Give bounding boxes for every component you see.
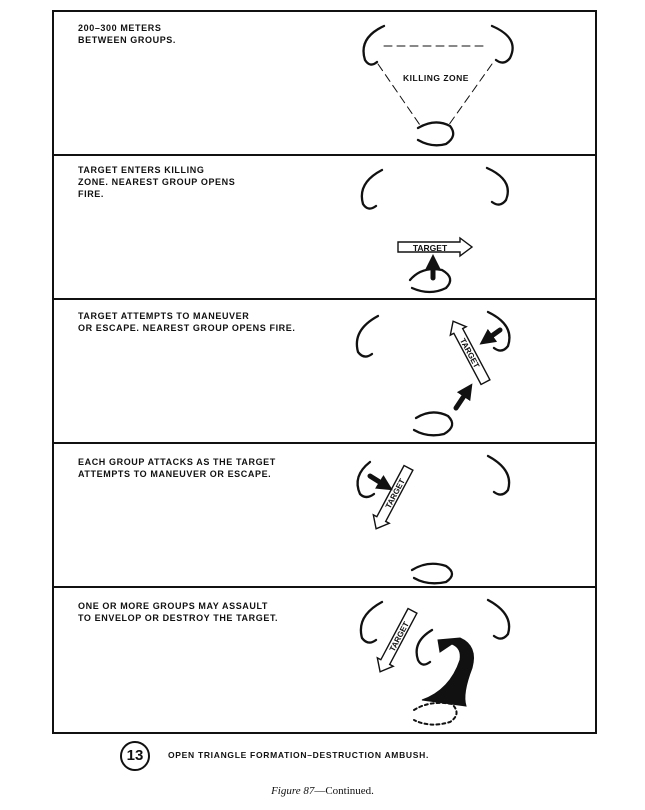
target-label: TARGET [412,243,448,253]
target-arrow-icon [445,317,493,386]
killing-zone-label: KILLING ZONE [403,73,469,83]
group-right-icon [488,456,509,495]
fire-arrow-icon [486,330,500,340]
target-arrow-icon [372,607,420,676]
group-bottom-icon [414,703,457,725]
target-label: TARGET [383,477,407,511]
panel-3-caption: TARGET ATTEMPTS TO MANEUVER OR ESCAPE. NEAREST GROUP OPENS FIRE. [78,311,296,333]
group-right-icon [487,168,508,205]
target-arrow-icon [368,464,416,533]
panel-5-caption: ONE OR MORE GROUPS MAY ASSAULT TO ENVELOP OR DESTROY THE TARGET. [78,601,279,623]
panel-1-caption: 200–300 METERS BETWEEN GROUPS. [78,23,177,45]
group-left-icon [362,170,382,209]
figure-caption [0,785,645,797]
target-label: TARGET [458,336,482,370]
group-bottom-icon [414,412,452,435]
panel-2-caption: TARGET ENTERS KILLING ZONE. NEAREST GROUP OPENS FIRE. [78,165,236,199]
group-bottom-icon [418,122,453,145]
group-right-icon [488,600,509,639]
group-right-icon [492,26,513,63]
fire-arrow-icon [456,390,468,408]
figure-number-badge: 13 [120,741,150,771]
group-bottom-icon [410,269,450,292]
group-left-icon [357,316,378,357]
figure-caption-label: Figure 87 [271,785,315,797]
fire-arrow-icon [370,476,386,486]
group-left-icon [364,26,384,65]
killing-zone-triangle [378,46,492,128]
target-label: TARGET [387,620,411,654]
figure-title: OPEN TRIANGLE FORMATION–DESTRUCTION AMBUSH. [168,750,430,760]
panel-4-caption: EACH GROUP ATTACKS AS THE TARGET ATTEMPTS TO MANEUVER OR ESCAPE. [78,457,276,479]
group-center-icon [417,630,432,665]
figure-caption-suffix: —Continued. [314,785,374,797]
group-bottom-icon [412,564,452,584]
group-left-icon [361,602,382,643]
assault-arrow-icon [422,638,474,706]
